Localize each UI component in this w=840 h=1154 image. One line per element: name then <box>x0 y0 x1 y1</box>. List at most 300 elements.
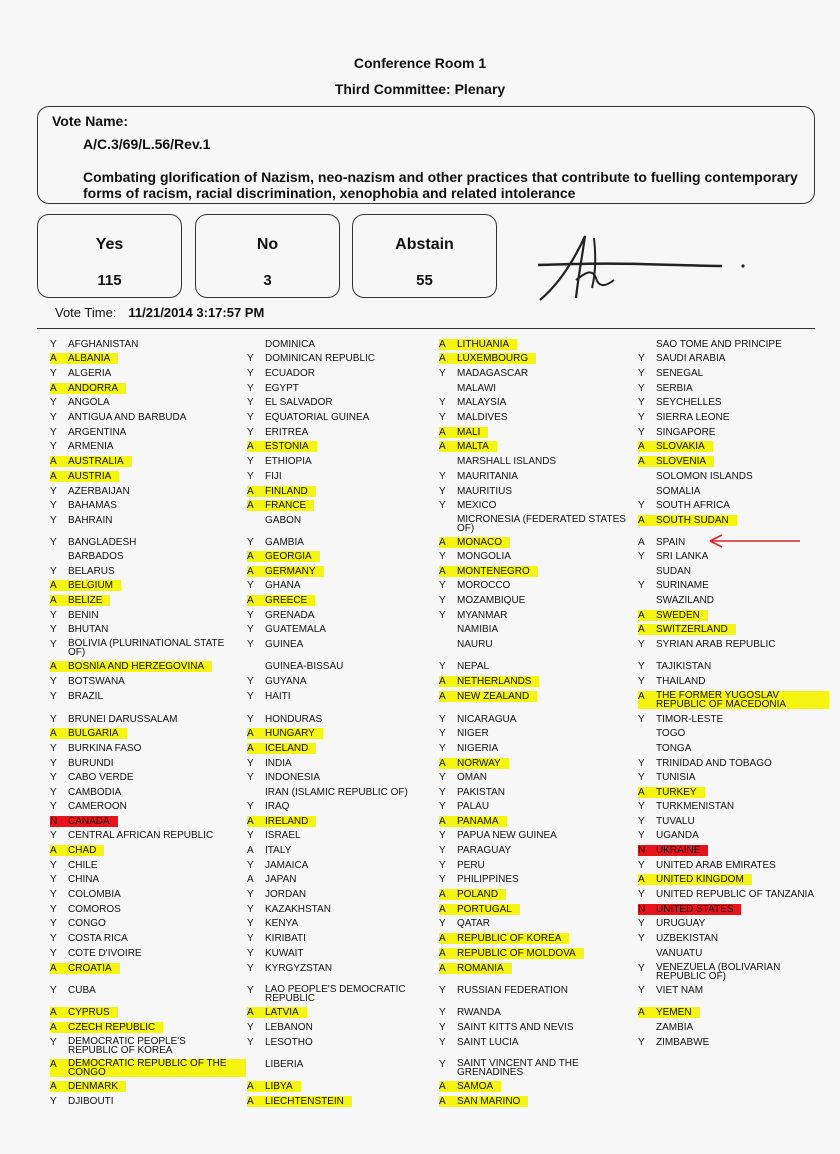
vote-value: Y <box>247 353 254 364</box>
vote-entry <box>247 566 324 577</box>
country-name: LATVIA <box>265 1007 299 1018</box>
vote-value: A <box>247 595 254 606</box>
country-name: CHAD <box>68 845 97 856</box>
vote-entry <box>638 728 689 739</box>
vote-entry <box>638 610 708 621</box>
country-name: SOMALIA <box>656 486 701 497</box>
vote-value: Y <box>247 772 254 783</box>
vote-entry <box>439 904 520 915</box>
vote-entry <box>247 904 335 915</box>
vote-entry <box>247 353 379 364</box>
vote-value: Y <box>50 691 57 702</box>
vote-value: A <box>247 1096 254 1107</box>
vote-entry <box>50 1059 246 1077</box>
country-name: QATAR <box>457 918 490 929</box>
vote-value: A <box>638 874 645 885</box>
country-name: NEW ZEALAND <box>457 691 530 702</box>
vote-value: Y <box>50 1037 57 1048</box>
vote-entry <box>439 580 514 591</box>
vote-entry <box>50 397 114 408</box>
country-name: ANGOLA <box>68 397 110 408</box>
country-name: NICARAGUA <box>457 714 517 725</box>
vote-value: Y <box>50 1096 57 1107</box>
vote-value: Y <box>638 676 645 687</box>
vote-entry <box>439 1081 501 1092</box>
yes-tally-box <box>37 214 182 298</box>
country-name: NETHERLANDS <box>457 676 532 687</box>
vote-entry <box>638 963 825 981</box>
vote-value: Y <box>638 427 645 438</box>
vote-value: Y <box>638 985 645 996</box>
vote-entry <box>247 1059 307 1070</box>
vote-entry <box>247 412 373 423</box>
handwritten-signature <box>530 228 750 308</box>
vote-entry <box>247 397 337 408</box>
vote-value: A <box>439 816 446 827</box>
country-name: BANGLADESH <box>68 537 137 548</box>
vote-value: Y <box>247 471 254 482</box>
country-name: AZERBAIJAN <box>68 486 130 497</box>
country-name: BELIZE <box>68 595 103 606</box>
vote-entry <box>439 1059 641 1077</box>
vote-entry <box>439 816 507 827</box>
vote-entry <box>247 889 310 900</box>
abstain-label: Abstain <box>395 236 454 253</box>
vote-entry <box>439 787 509 798</box>
country-name: EGYPT <box>265 383 299 394</box>
vote-entry <box>247 624 330 635</box>
country-name: GABON <box>265 515 302 526</box>
vote-value: A <box>50 963 57 974</box>
vote-value: Y <box>50 500 57 511</box>
vote-value: Y <box>638 500 645 511</box>
vote-value: Y <box>50 537 57 548</box>
vote-value: A <box>247 551 254 562</box>
vote-value: A <box>50 1081 57 1092</box>
country-name: TIMOR-LESTE <box>656 714 724 725</box>
country-name: SRI LANKA <box>656 551 709 562</box>
vote-value: Y <box>247 580 254 591</box>
vote-value: Y <box>439 412 446 423</box>
vote-value: N <box>50 816 58 827</box>
country-name: MALAYSIA <box>457 397 507 408</box>
vote-entry <box>439 948 584 959</box>
vote-entry <box>439 933 569 944</box>
vote-value: Y <box>638 933 645 944</box>
vote-entry <box>439 801 493 812</box>
vote-entry <box>247 845 295 856</box>
abstain-tally-box <box>352 214 497 298</box>
vote-value: Y <box>439 397 446 408</box>
vote-entry <box>439 595 529 606</box>
no-count: 3 <box>263 272 272 289</box>
vote-entry <box>638 397 726 408</box>
vote-value: Y <box>50 624 57 635</box>
vote-entry <box>439 691 537 702</box>
vote-value: Y <box>638 714 645 725</box>
country-name: ZAMBIA <box>656 1022 694 1033</box>
vote-value: Y <box>50 904 57 915</box>
country-name: CAMEROON <box>68 801 127 812</box>
vote-entry <box>50 471 119 482</box>
vote-value: Y <box>439 500 446 511</box>
vote-entry <box>638 661 715 672</box>
vote-entry <box>439 537 510 548</box>
vote-value: Y <box>439 1037 446 1048</box>
country-name: OMAN <box>457 772 487 783</box>
vote-value: A <box>439 1081 446 1092</box>
vote-entry <box>638 624 736 635</box>
country-name: NIGERIA <box>457 743 499 754</box>
vote-entry <box>247 948 308 959</box>
vote-entry <box>247 471 286 482</box>
vote-value: Y <box>50 758 57 769</box>
country-name: ZIMBABWE <box>656 1037 710 1048</box>
vote-entry <box>50 1007 118 1018</box>
vote-entry <box>50 874 103 885</box>
vote-entry <box>638 537 689 548</box>
vote-value: A <box>50 1022 57 1033</box>
vote-entry <box>638 904 741 915</box>
country-name: MAURITANIA <box>457 471 518 482</box>
country-name: SLOVENIA <box>656 456 707 467</box>
vote-value: A <box>247 486 254 497</box>
country-name: ISRAEL <box>265 830 301 841</box>
vote-value: Y <box>247 904 254 915</box>
vote-entry <box>50 551 128 562</box>
vote-entry <box>439 500 500 511</box>
vote-value: Y <box>247 427 254 438</box>
country-name: TAJIKISTAN <box>656 661 712 672</box>
vote-value: Y <box>638 889 645 900</box>
vote-value: Y <box>247 624 254 635</box>
vote-value: Y <box>638 412 645 423</box>
vote-value: Y <box>50 743 57 754</box>
vote-entry <box>439 1007 505 1018</box>
vote-value: Y <box>247 985 254 996</box>
vote-value: Y <box>439 918 446 929</box>
country-name: SAO TOME AND PRINCIPE <box>656 339 782 350</box>
vote-value: Y <box>638 918 645 929</box>
country-name: CROATIA <box>68 963 112 974</box>
country-name: KIRIBATI <box>265 933 306 944</box>
vote-entry <box>247 676 311 687</box>
country-name: CONGO <box>68 918 106 929</box>
country-name: MALI <box>457 427 481 438</box>
vote-value: Y <box>50 639 57 650</box>
vote-entry <box>439 1022 578 1033</box>
vote-entry <box>638 1007 700 1018</box>
vote-entry <box>50 427 130 438</box>
country-name: PANAMA <box>457 816 499 827</box>
country-name: SUDAN <box>656 566 692 577</box>
vote-entry <box>439 661 493 672</box>
country-name: GEORGIA <box>265 551 312 562</box>
vote-entry <box>439 427 488 438</box>
vote-value: Y <box>439 595 446 606</box>
vote-entry <box>638 353 729 364</box>
vote-entry <box>439 889 506 900</box>
vote-value: Y <box>247 889 254 900</box>
vote-entry <box>50 948 146 959</box>
country-name: MALDIVES <box>457 412 508 423</box>
country-name: COTE D'IVOIRE <box>68 948 142 959</box>
country-name: THE FORMER YUGOSLAV REPUBLIC OF MACEDONIA <box>656 690 787 710</box>
country-name: KENYA <box>265 918 299 929</box>
country-name: MYANMAR <box>457 610 508 621</box>
vote-entry <box>638 933 722 944</box>
country-name: SAUDI ARABIA <box>656 353 726 364</box>
vote-entry <box>247 383 303 394</box>
vote-entry <box>50 691 107 702</box>
vote-value: A <box>439 441 446 452</box>
vote-value: Y <box>50 860 57 871</box>
country-name: IRAN (ISLAMIC REPUBLIC OF) <box>265 787 408 798</box>
vote-value: Y <box>439 661 446 672</box>
country-name: INDONESIA <box>265 772 321 783</box>
country-name: TRINIDAD AND TOBAGO <box>656 758 772 769</box>
country-name: VENEZUELA (BOLIVARIAN REPUBLIC OF) <box>656 962 781 982</box>
vote-entry <box>439 874 523 885</box>
vote-value: Y <box>247 963 254 974</box>
vote-entry <box>439 985 572 996</box>
vote-entry <box>439 845 515 856</box>
vote-entry <box>638 889 818 900</box>
vote-entry <box>439 1096 528 1107</box>
vote-entry <box>50 537 140 548</box>
vote-value: A <box>50 383 57 394</box>
country-name: SAINT VINCENT AND THE GRENADINES <box>457 1058 579 1078</box>
vote-entry <box>247 639 307 650</box>
vote-value: A <box>439 537 446 548</box>
vote-name-label: Vote Name: <box>52 113 128 129</box>
vote-entry <box>638 691 829 709</box>
vote-entry <box>50 845 104 856</box>
vote-value: Y <box>247 918 254 929</box>
vote-value: Y <box>247 1022 254 1033</box>
vote-entry <box>638 412 733 423</box>
vote-value: Y <box>247 639 254 650</box>
vote-value: Y <box>50 714 57 725</box>
vote-entry <box>50 728 127 739</box>
vote-entry <box>247 441 317 452</box>
vote-entry <box>247 610 318 621</box>
country-name: JORDAN <box>265 889 307 900</box>
vote-entry <box>439 860 489 871</box>
vote-value: A <box>638 624 645 635</box>
country-name: BELGIUM <box>68 580 114 591</box>
vote-value: A <box>50 1059 57 1070</box>
country-name: RWANDA <box>457 1007 501 1018</box>
vote-entry <box>247 537 308 548</box>
country-name: COSTA RICA <box>68 933 128 944</box>
vote-value: Y <box>638 383 645 394</box>
vote-value: Y <box>439 985 446 996</box>
country-name: LAO PEOPLE'S DEMOCRATIC REPUBLIC <box>265 984 406 1004</box>
vote-value: Y <box>638 368 645 379</box>
country-name: BRAZIL <box>68 691 104 702</box>
vote-value: Y <box>247 830 254 841</box>
vote-entry <box>439 412 512 423</box>
vote-value: Y <box>247 860 254 871</box>
vote-value: A <box>638 456 645 467</box>
vote-value: Y <box>439 860 446 871</box>
country-name: BOLIVIA (PLURINATIONAL STATE OF) <box>68 638 225 658</box>
divider <box>37 328 815 329</box>
vote-value: Y <box>638 551 645 562</box>
vote-entry <box>50 610 103 621</box>
country-name: ROMANIA <box>457 963 504 974</box>
yes-label: Yes <box>95 236 124 253</box>
vote-value: A <box>439 904 446 915</box>
country-name: TUNISIA <box>656 772 696 783</box>
country-name: REPUBLIC OF MOLDOVA <box>457 948 576 959</box>
vote-time-value: 11/21/2014 3:17:57 PM <box>128 305 265 320</box>
country-name: MAURITIUS <box>457 486 512 497</box>
vote-value: Y <box>638 353 645 364</box>
country-name: CENTRAL AFRICAN REPUBLIC <box>68 830 214 841</box>
country-name: MADAGASCAR <box>457 368 529 379</box>
country-name: MALAWI <box>457 383 497 394</box>
vote-value: Y <box>50 676 57 687</box>
country-name: HAITI <box>265 691 291 702</box>
country-name: TURKMENISTAN <box>656 801 735 812</box>
vote-entry <box>439 624 502 635</box>
country-name: SOUTH AFRICA <box>656 500 730 511</box>
vote-value: Y <box>638 860 645 871</box>
vote-entry <box>439 758 509 769</box>
vote-value: A <box>247 441 254 452</box>
vote-value: Y <box>50 787 57 798</box>
vote-value: Y <box>50 486 57 497</box>
vote-entry <box>638 368 707 379</box>
country-name: CHILE <box>68 860 98 871</box>
vote-entry <box>439 353 536 364</box>
country-name: CHINA <box>68 874 100 885</box>
vote-value: A <box>439 1096 446 1107</box>
vote-entry <box>50 500 121 511</box>
vote-value: Y <box>439 1022 446 1033</box>
country-name: BENIN <box>68 610 99 621</box>
country-name: ECUADOR <box>265 368 316 379</box>
vote-entry <box>247 1096 352 1107</box>
country-name: HONDURAS <box>265 714 323 725</box>
vote-value: A <box>439 963 446 974</box>
country-name: ETHIOPIA <box>265 456 312 467</box>
vote-value: Y <box>50 397 57 408</box>
vote-entry <box>638 639 779 650</box>
vote-value: Y <box>247 397 254 408</box>
vote-entry <box>50 743 145 754</box>
vote-value: Y <box>247 676 254 687</box>
vote-value: N <box>638 845 646 856</box>
vote-value: Y <box>439 551 446 562</box>
vote-value: Y <box>247 456 254 467</box>
vote-entry <box>439 566 538 577</box>
country-name: GHANA <box>265 580 301 591</box>
vote-entry <box>247 661 347 672</box>
vote-value: A <box>247 1007 254 1018</box>
vote-entry <box>439 676 539 687</box>
vote-entry <box>50 801 131 812</box>
vote-entry <box>50 830 217 841</box>
country-name: SENEGAL <box>656 368 704 379</box>
vote-value: Y <box>50 985 57 996</box>
country-name: ICELAND <box>265 743 309 754</box>
vote-entry <box>247 1007 307 1018</box>
vote-entry <box>638 1037 713 1048</box>
vote-entry <box>247 918 302 929</box>
vote-value: Y <box>247 714 254 725</box>
country-name: SINGAPORE <box>656 427 716 438</box>
no-label: No <box>256 236 279 253</box>
committee-heading: Third Committee: Plenary <box>334 81 506 97</box>
vote-value: Y <box>439 714 446 725</box>
vote-value: Y <box>439 580 446 591</box>
vote-entry <box>50 1096 118 1107</box>
vote-entry <box>638 383 697 394</box>
vote-entry <box>50 515 116 526</box>
vote-value: Y <box>638 772 645 783</box>
country-name: DOMINICAN REPUBLIC <box>265 353 376 364</box>
country-name: MALTA <box>457 441 489 452</box>
country-name: ANTIGUA AND BARBUDA <box>68 412 187 423</box>
vote-entry <box>247 1081 301 1092</box>
country-name: TOGO <box>656 728 686 739</box>
vote-value: A <box>439 948 446 959</box>
vote-entry <box>638 595 718 606</box>
country-name: THAILAND <box>656 676 706 687</box>
room-heading: Conference Room 1 <box>353 55 487 71</box>
vote-entry <box>638 948 706 959</box>
country-name: SIERRA LEONE <box>656 412 730 423</box>
vote-entry <box>50 985 100 996</box>
vote-entry <box>638 816 699 827</box>
vote-entry <box>638 918 709 929</box>
vote-value: Y <box>638 830 645 841</box>
country-name: SWAZILAND <box>656 595 714 606</box>
vote-value: Y <box>439 772 446 783</box>
country-name: SURINAME <box>656 580 709 591</box>
vote-value: Y <box>638 758 645 769</box>
country-name: GERMANY <box>265 566 316 577</box>
country-name: PALAU <box>457 801 490 812</box>
vote-entry <box>638 772 699 783</box>
vote-entry <box>50 661 212 672</box>
country-name: KAZAKHSTAN <box>265 904 331 915</box>
vote-value: A <box>247 566 254 577</box>
country-name: MONGOLIA <box>457 551 511 562</box>
vote-value: Y <box>247 537 254 548</box>
vote-entry <box>50 889 125 900</box>
country-name: MOZAMBIQUE <box>457 595 526 606</box>
country-name: CZECH REPUBLIC <box>68 1022 156 1033</box>
country-name: FINLAND <box>265 486 308 497</box>
vote-entry <box>50 963 120 974</box>
vote-value: Y <box>50 368 57 379</box>
vote-value: Y <box>638 580 645 591</box>
vote-value: N <box>638 904 646 915</box>
vote-entry <box>439 471 522 482</box>
country-name: BELARUS <box>68 566 115 577</box>
country-name: GUINEA <box>265 639 304 650</box>
country-name: PERU <box>457 860 485 871</box>
vote-value: A <box>50 845 57 856</box>
country-name: CANADA <box>68 816 110 827</box>
country-name: GAMBIA <box>265 537 304 548</box>
vote-value: Y <box>50 830 57 841</box>
vote-value: Y <box>247 801 254 812</box>
